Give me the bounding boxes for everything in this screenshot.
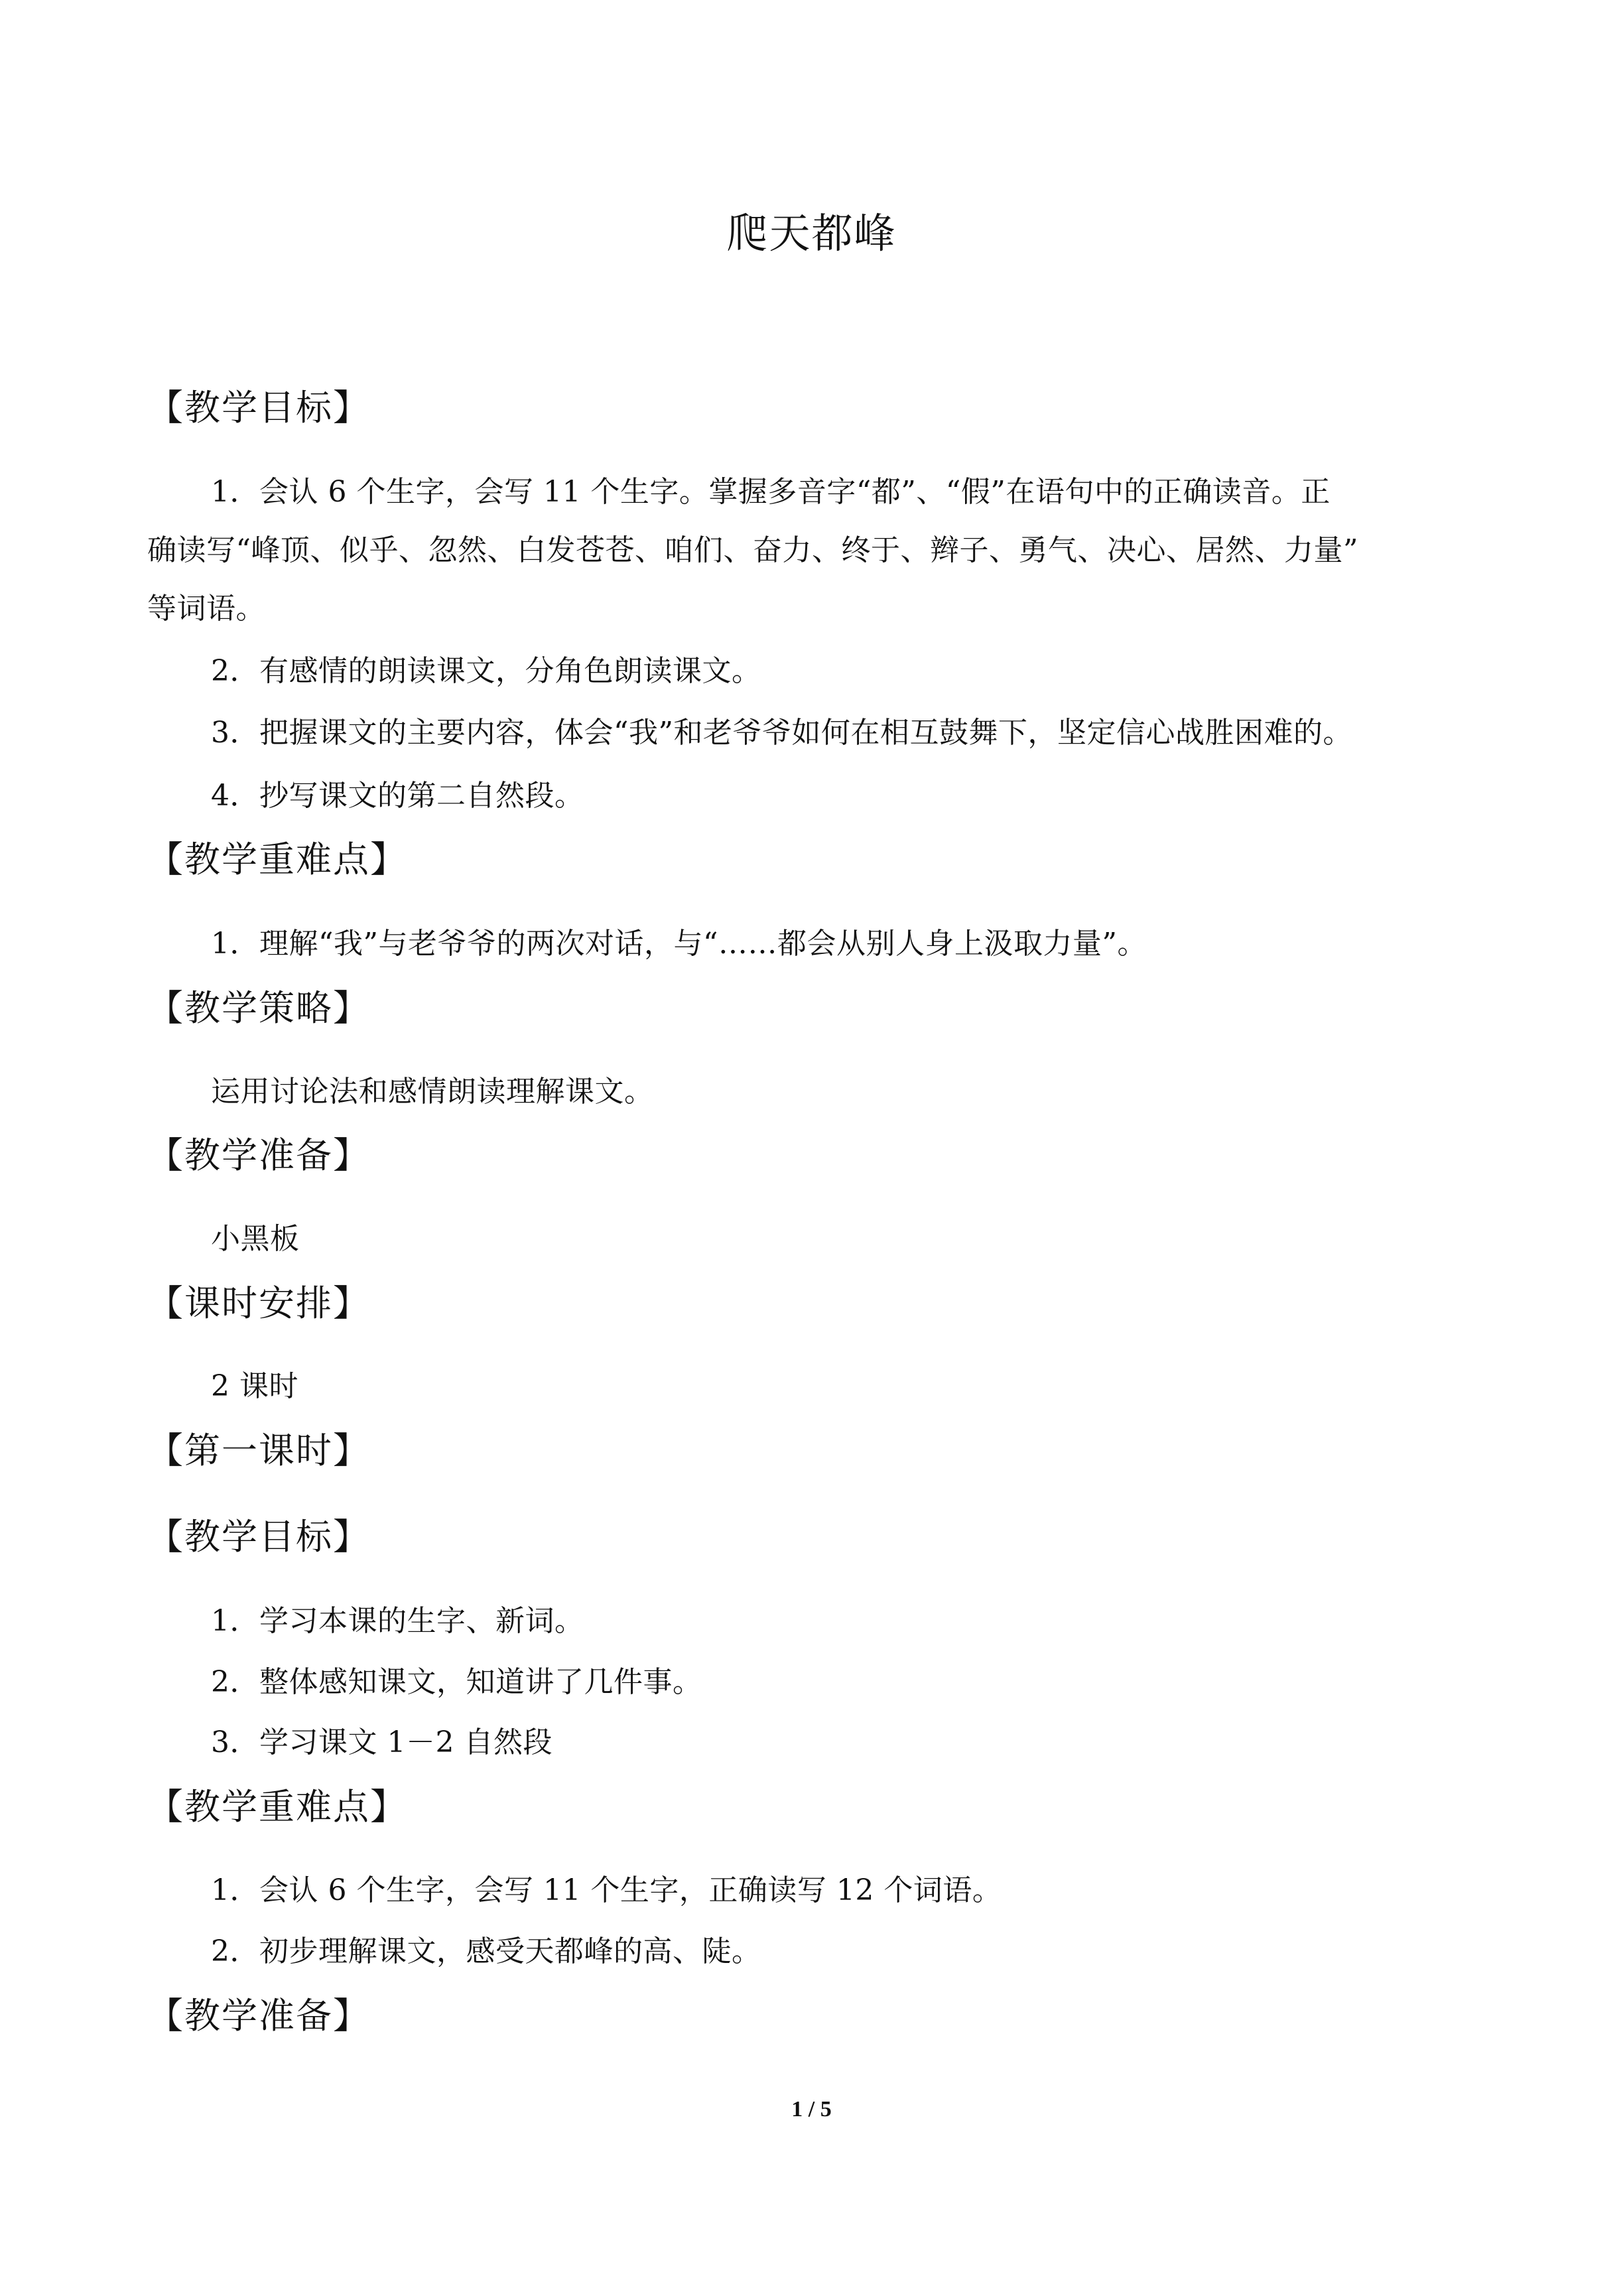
heading-lesson-1-objectives: 【教学目标】 xyxy=(147,1516,370,1558)
lesson-1-objective-item: 3．学习课文 1－2 自然段 xyxy=(211,1725,552,1759)
heading-strategy: 【教学策略】 xyxy=(147,987,370,1029)
preparation-text: 小黑板 xyxy=(211,1222,300,1256)
heading-preparation: 【教学准备】 xyxy=(147,1134,370,1176)
heading-lesson-1: 【第一课时】 xyxy=(147,1430,370,1471)
objective-item-continued: 确读写“峰顶、似乎、忽然、白发苍苍、咱们、奋力、终于、辫子、勇气、决心、居然、力量” xyxy=(147,533,1358,567)
heading-key-points: 【教学重难点】 xyxy=(147,839,407,880)
key-point-item: 1．理解“我”与老爷爷的两次对话，与“……都会从别人身上汲取力量”。 xyxy=(211,927,1147,961)
lesson-1-objective-item: 1．学习本课的生字、新词。 xyxy=(211,1604,584,1638)
lesson-1-key-point-item: 1．会认 6 个生字，会写 11 个生字，正确读写 12 个词语。 xyxy=(211,1873,1002,1907)
heading-schedule: 【课时安排】 xyxy=(147,1282,370,1324)
page-number: 1 / 5 xyxy=(791,2097,832,2122)
lesson-1-key-point-item: 2．初步理解课文，感受天都峰的高、陡。 xyxy=(211,1934,761,1968)
heading-objectives: 【教学目标】 xyxy=(147,387,370,429)
objective-item: 4．抄写课文的第二自然段。 xyxy=(211,779,584,813)
lesson-1-objective-item: 2．整体感知课文，知道讲了几件事。 xyxy=(211,1665,702,1699)
objective-item: 1．会认 6 个生字，会写 11 个生字。掌握多音字“都”、“假”在语句中的正确读音。正 xyxy=(211,475,1331,509)
heading-lesson-1-preparation: 【教学准备】 xyxy=(147,1995,370,2037)
objective-item: 3．把握课文的主要内容，体会“我”和老爷爷如何在相互鼓舞下，坚定信心战胜困难的。 xyxy=(211,716,1352,750)
objective-item: 2．有感情的朗读课文，分角色朗读课文。 xyxy=(211,654,761,688)
document-title: 爬天都峰 xyxy=(726,209,897,257)
objective-item-continued: 等词语。 xyxy=(147,592,265,626)
strategy-text: 运用讨论法和感情朗读理解课文。 xyxy=(211,1075,654,1109)
heading-lesson-1-key-points: 【教学重难点】 xyxy=(147,1786,407,1828)
schedule-text: 2 课时 xyxy=(211,1369,298,1403)
